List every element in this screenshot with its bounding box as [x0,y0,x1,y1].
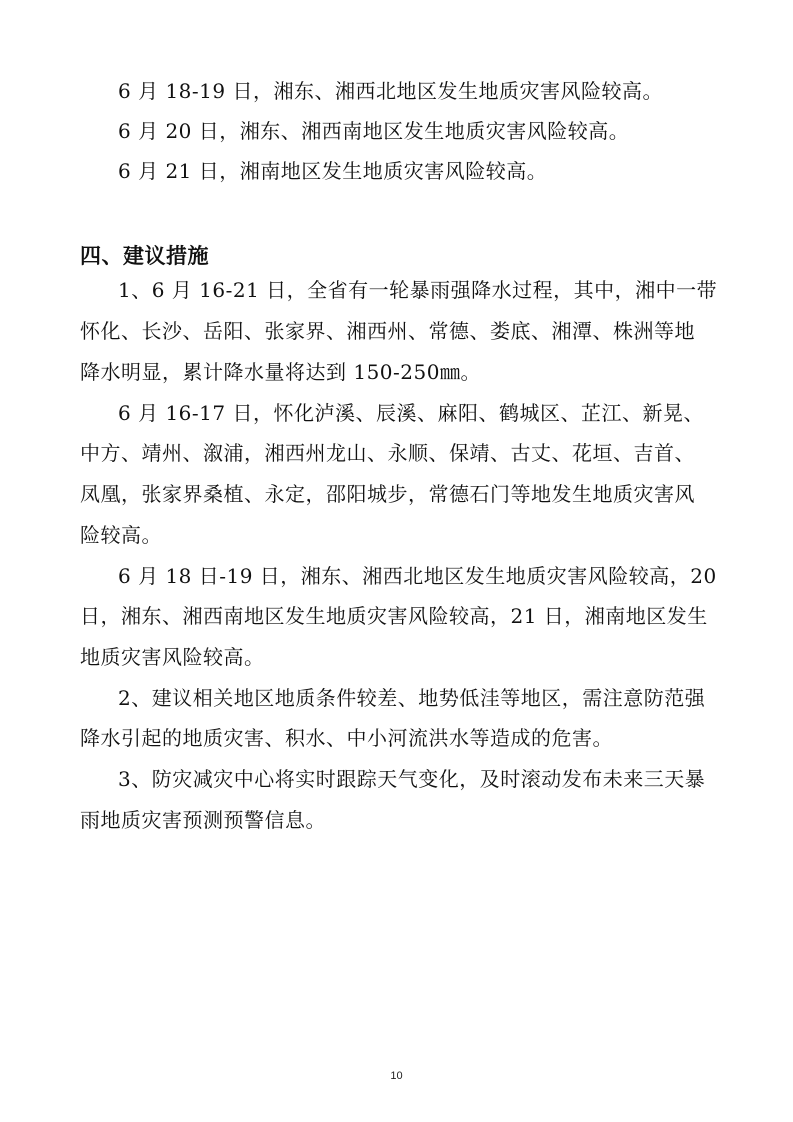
para2-line2: 中方、靖州、溆浦，湘西州龙山、永顺、保靖、古丈、花垣、吉首、 [80,441,695,465]
para1-line3: 降水明显，累计降水量将达到 150-250㎜。 [80,360,481,384]
para4-line2: 降水引起的地质灾害、积水、中小河流洪水等造成的危害。 [80,726,613,750]
section-title: 四、建议措施 [80,244,209,268]
para3-line2: 日，湘东、湘西南地区发生地质灾害风险较高，21 日，湘南地区发生 [80,604,708,628]
risk-line-18-19: 6 月 18-19 日，湘东、湘西北地区发生地质灾害风险较高。 [118,79,663,103]
para5-line2: 雨地质灾害预测预警信息。 [80,808,326,832]
risk-line-21: 6 月 21 日，湘南地区发生地质灾害风险较高。 [118,159,548,183]
para4-line1: 2、建议相关地区地质条件较差、地势低洼等地区，需注意防范强 [118,686,706,710]
risk-line-20: 6 月 20 日，湘东、湘西南地区发生地质灾害风险较高。 [118,119,630,143]
para2-line3: 凤凰，张家界桑植、永定，邵阳城步，常德石门等地发生地质灾害风 [80,482,695,506]
para2-line4: 险较高。 [80,523,162,547]
para1-line1: 1、6 月 16-21 日，全省有一轮暴雨强降水过程，其中，湘中一带 [118,278,718,302]
para2-line1: 6 月 16-17 日，怀化泸溪、辰溪、麻阳、鹤城区、芷江、新晃、 [118,401,704,425]
para3-line1: 6 月 18 日-19 日，湘东、湘西北地区发生地质灾害风险较高，20 [118,564,717,588]
para3-line3: 地质灾害风险较高。 [80,645,265,669]
page-number: 10 [390,1070,403,1082]
para1-line2: 怀化、长沙、岳阳、张家界、湘西州、常德、娄底、湘潭、株洲等地 [80,319,695,343]
para5-line1: 3、防灾减灾中心将实时跟踪天气变化，及时滚动发布未来三天暴 [118,767,706,791]
